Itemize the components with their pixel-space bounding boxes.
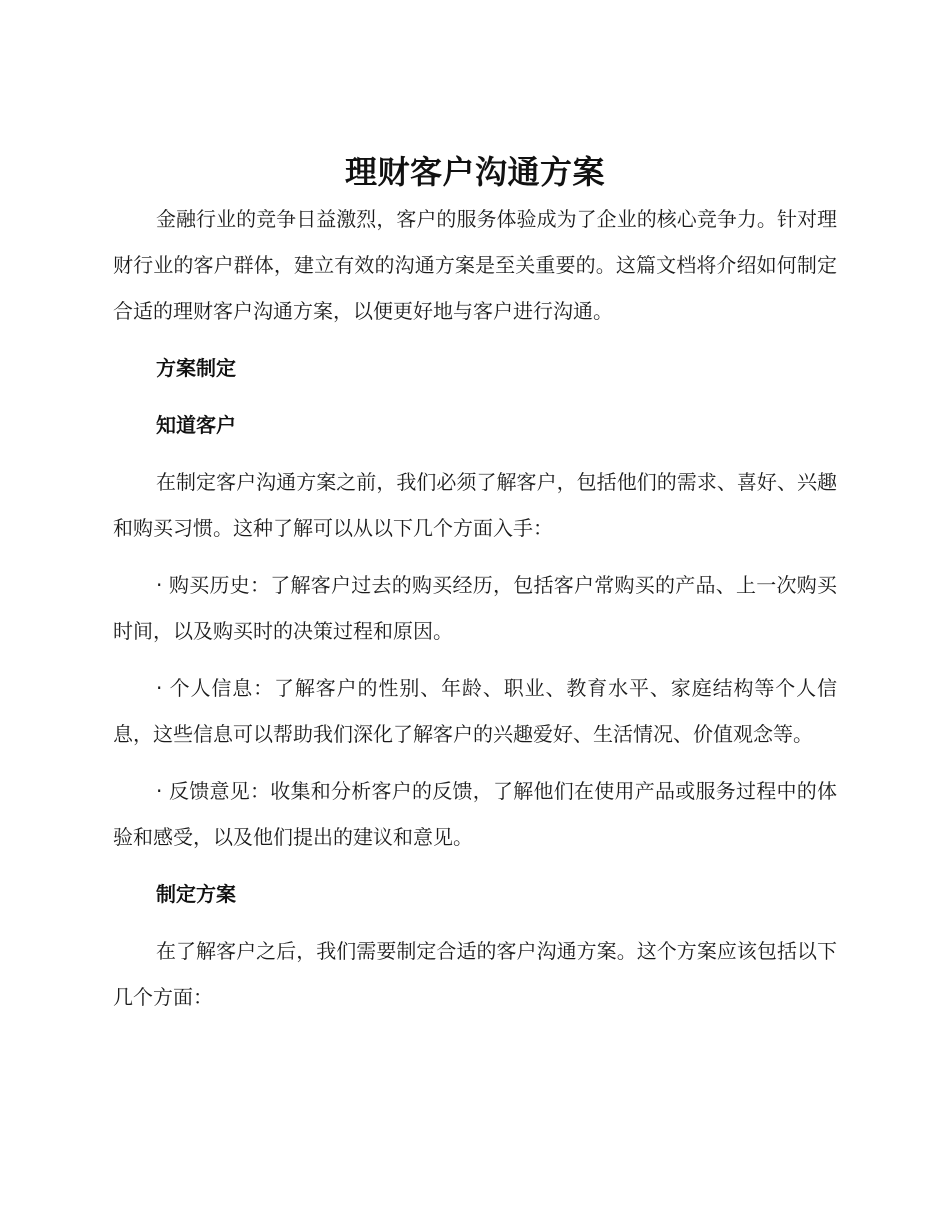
- intro-paragraph: 金融行业的竞争日益激烈，客户的服务体验成为了企业的核心竞争力。针对理财行业的客户群体，建立有效的沟通方案是至关重要的。这篇文档将介绍如何制定合适的理财客户沟通方案，以便更好地与客户进行沟通。: [113, 207, 837, 323]
- section-heading: 方案制定: [156, 356, 236, 380]
- bullet-feedback: · 反馈意见：收集和分析客户的反馈，了解他们在使用产品或服务过程中的体验和感受，以及他们提出的建议和意见。: [113, 779, 837, 849]
- bullet-purchase-history: · 购买历史：了解客户过去的购买经历，包括客户常购买的产品、上一次购买时间，以及购买时的决策过程和原因。: [113, 573, 837, 643]
- know-customer-paragraph: 在制定客户沟通方案之前，我们必须了解客户，包括他们的需求、喜好、兴趣和购买习惯。这种了解可以从以下几个方面入手：: [113, 470, 837, 540]
- subsection-heading-know-customer: 知道客户: [156, 413, 236, 437]
- bullet-personal-info: · 个人信息：了解客户的性别、年龄、职业、教育水平、家庭结构等个人信息，这些信息可以帮助我们深化了解客户的兴趣爱好、生活情况、价值观念等。: [113, 676, 837, 746]
- subsection-heading-make-plan: 制定方案: [156, 882, 236, 906]
- make-plan-paragraph: 在了解客户之后，我们需要制定合适的客户沟通方案。这个方案应该包括以下几个方面：: [113, 939, 837, 1009]
- document-title: 理财客户沟通方案: [344, 153, 605, 191]
- document-body: [113, 148, 837, 1020]
